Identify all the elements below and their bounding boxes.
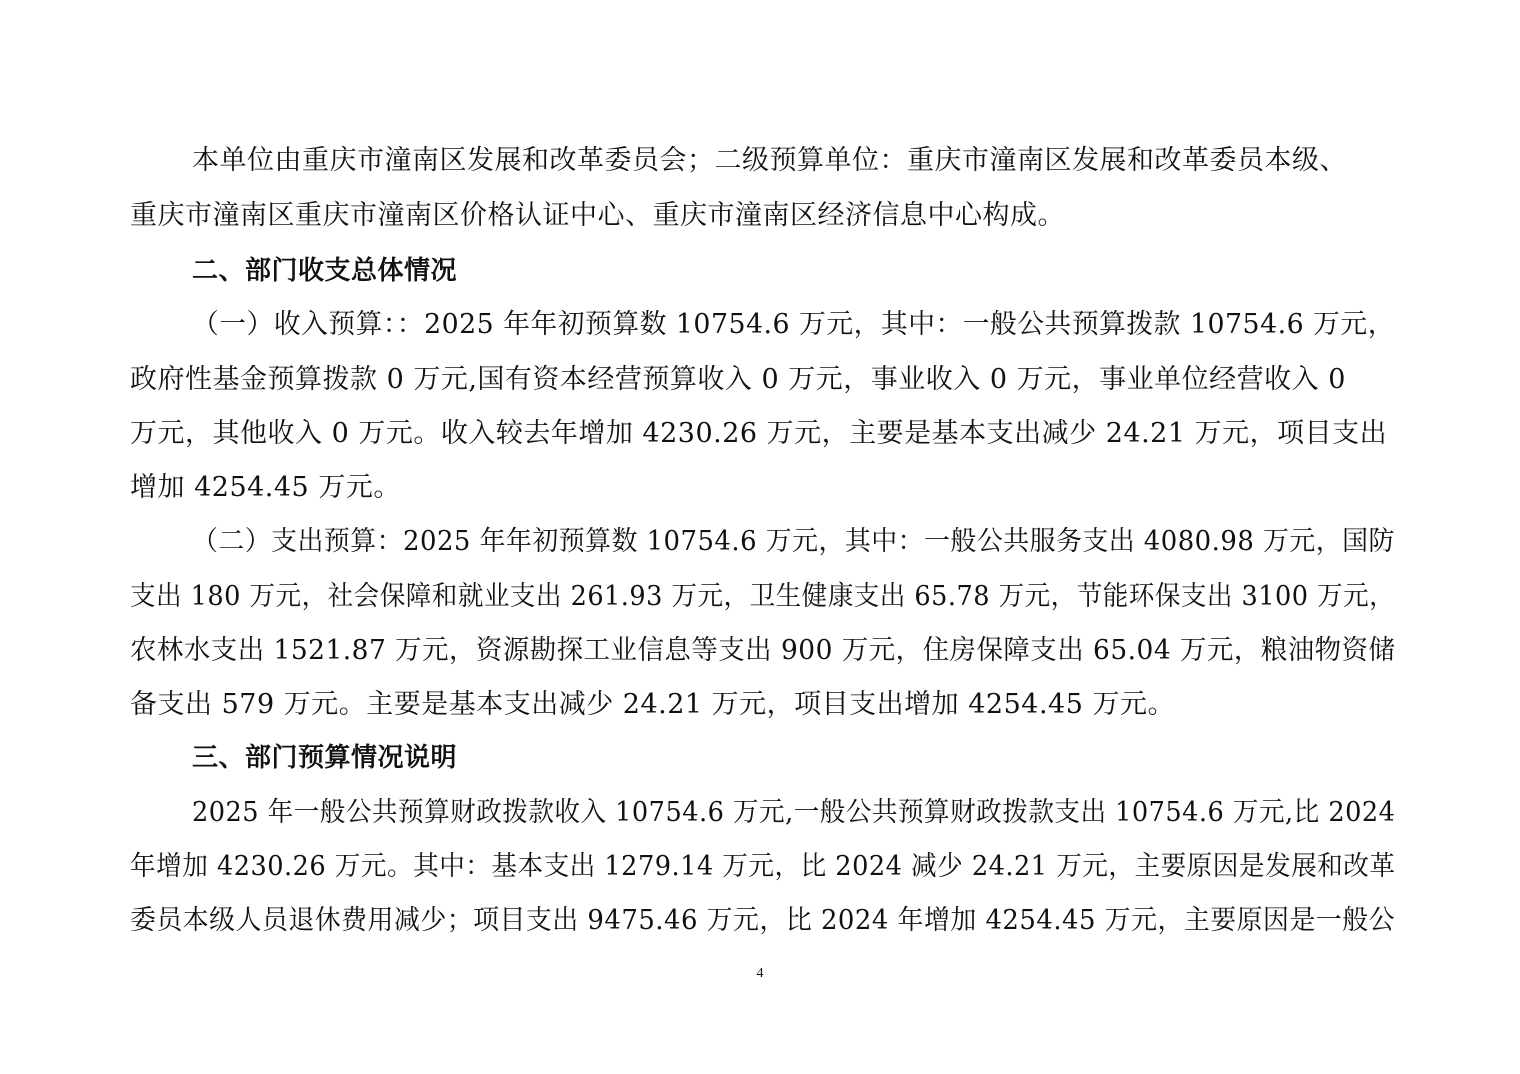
section-heading-2: 二、部门收支总体情况	[192, 256, 458, 286]
paragraph-income-line-4: 增加 4254.45 万元。	[130, 472, 401, 503]
paragraph-budget-line-3: 委员本级人员退休费用减少；项目支出 9475.46 万元，比 2024 年增加 4254.45 万元，主要原因是一般公	[130, 905, 1396, 936]
paragraph-unit-line-1: 本单位由重庆市潼南区发展和改革委员会；二级预算单位：重庆市潼南区发展和改革委员本级、	[192, 145, 1347, 176]
paragraph-unit-line-2: 重庆市潼南区重庆市潼南区价格认证中心、重庆市潼南区经济信息中心构成。	[130, 200, 1065, 231]
paragraph-income-line-2: 政府性基金预算拨款 0 万元,国有资本经营预算收入 0 万元，事业收入 0 万元，事业单位经营收入 0	[130, 364, 1346, 395]
paragraph-expense-line-4: 备支出 579 万元。主要是基本支出减少 24.21 万元，项目支出增加 4254.45 万元。	[130, 689, 1175, 720]
paragraph-expense-line-3: 农林水支出 1521.87 万元，资源勘探工业信息等支出 900 万元，住房保障支出 65.04 万元，粮油物资储	[130, 635, 1396, 666]
paragraph-budget-line-1: 2025 年一般公共预算财政拨款收入 10754.6 万元,一般公共预算财政拨款支出 10754.6 万元,比 2024	[192, 797, 1396, 828]
paragraph-income-line-3: 万元，其他收入 0 万元。收入较去年增加 4230.26 万元，主要是基本支出减少 24.21 万元，项目支出	[130, 418, 1388, 449]
paragraph-expense-line-2: 支出 180 万元，社会保障和就业支出 261.93 万元，卫生健康支出 65.78 万元，节能环保支出 3100 万元，	[130, 581, 1396, 612]
paragraph-budget-line-2: 年增加 4230.26 万元。其中：基本支出 1279.14 万元，比 2024 减少 24.21 万元，主要原因是发展和改革	[130, 851, 1396, 882]
paragraph-expense-line-1: （二）支出预算：2025 年年初预算数 10754.6 万元，其中：一般公共服务支出 4080.98 万元，国防	[192, 526, 1395, 557]
section-heading-3: 三、部门预算情况说明	[192, 743, 458, 773]
page-number: 4	[756, 966, 764, 981]
paragraph-income-line-1: （一）收入预算：：2025 年年初预算数 10754.6 万元，其中：一般公共预算拨款 10754.6 万元，	[192, 309, 1395, 340]
